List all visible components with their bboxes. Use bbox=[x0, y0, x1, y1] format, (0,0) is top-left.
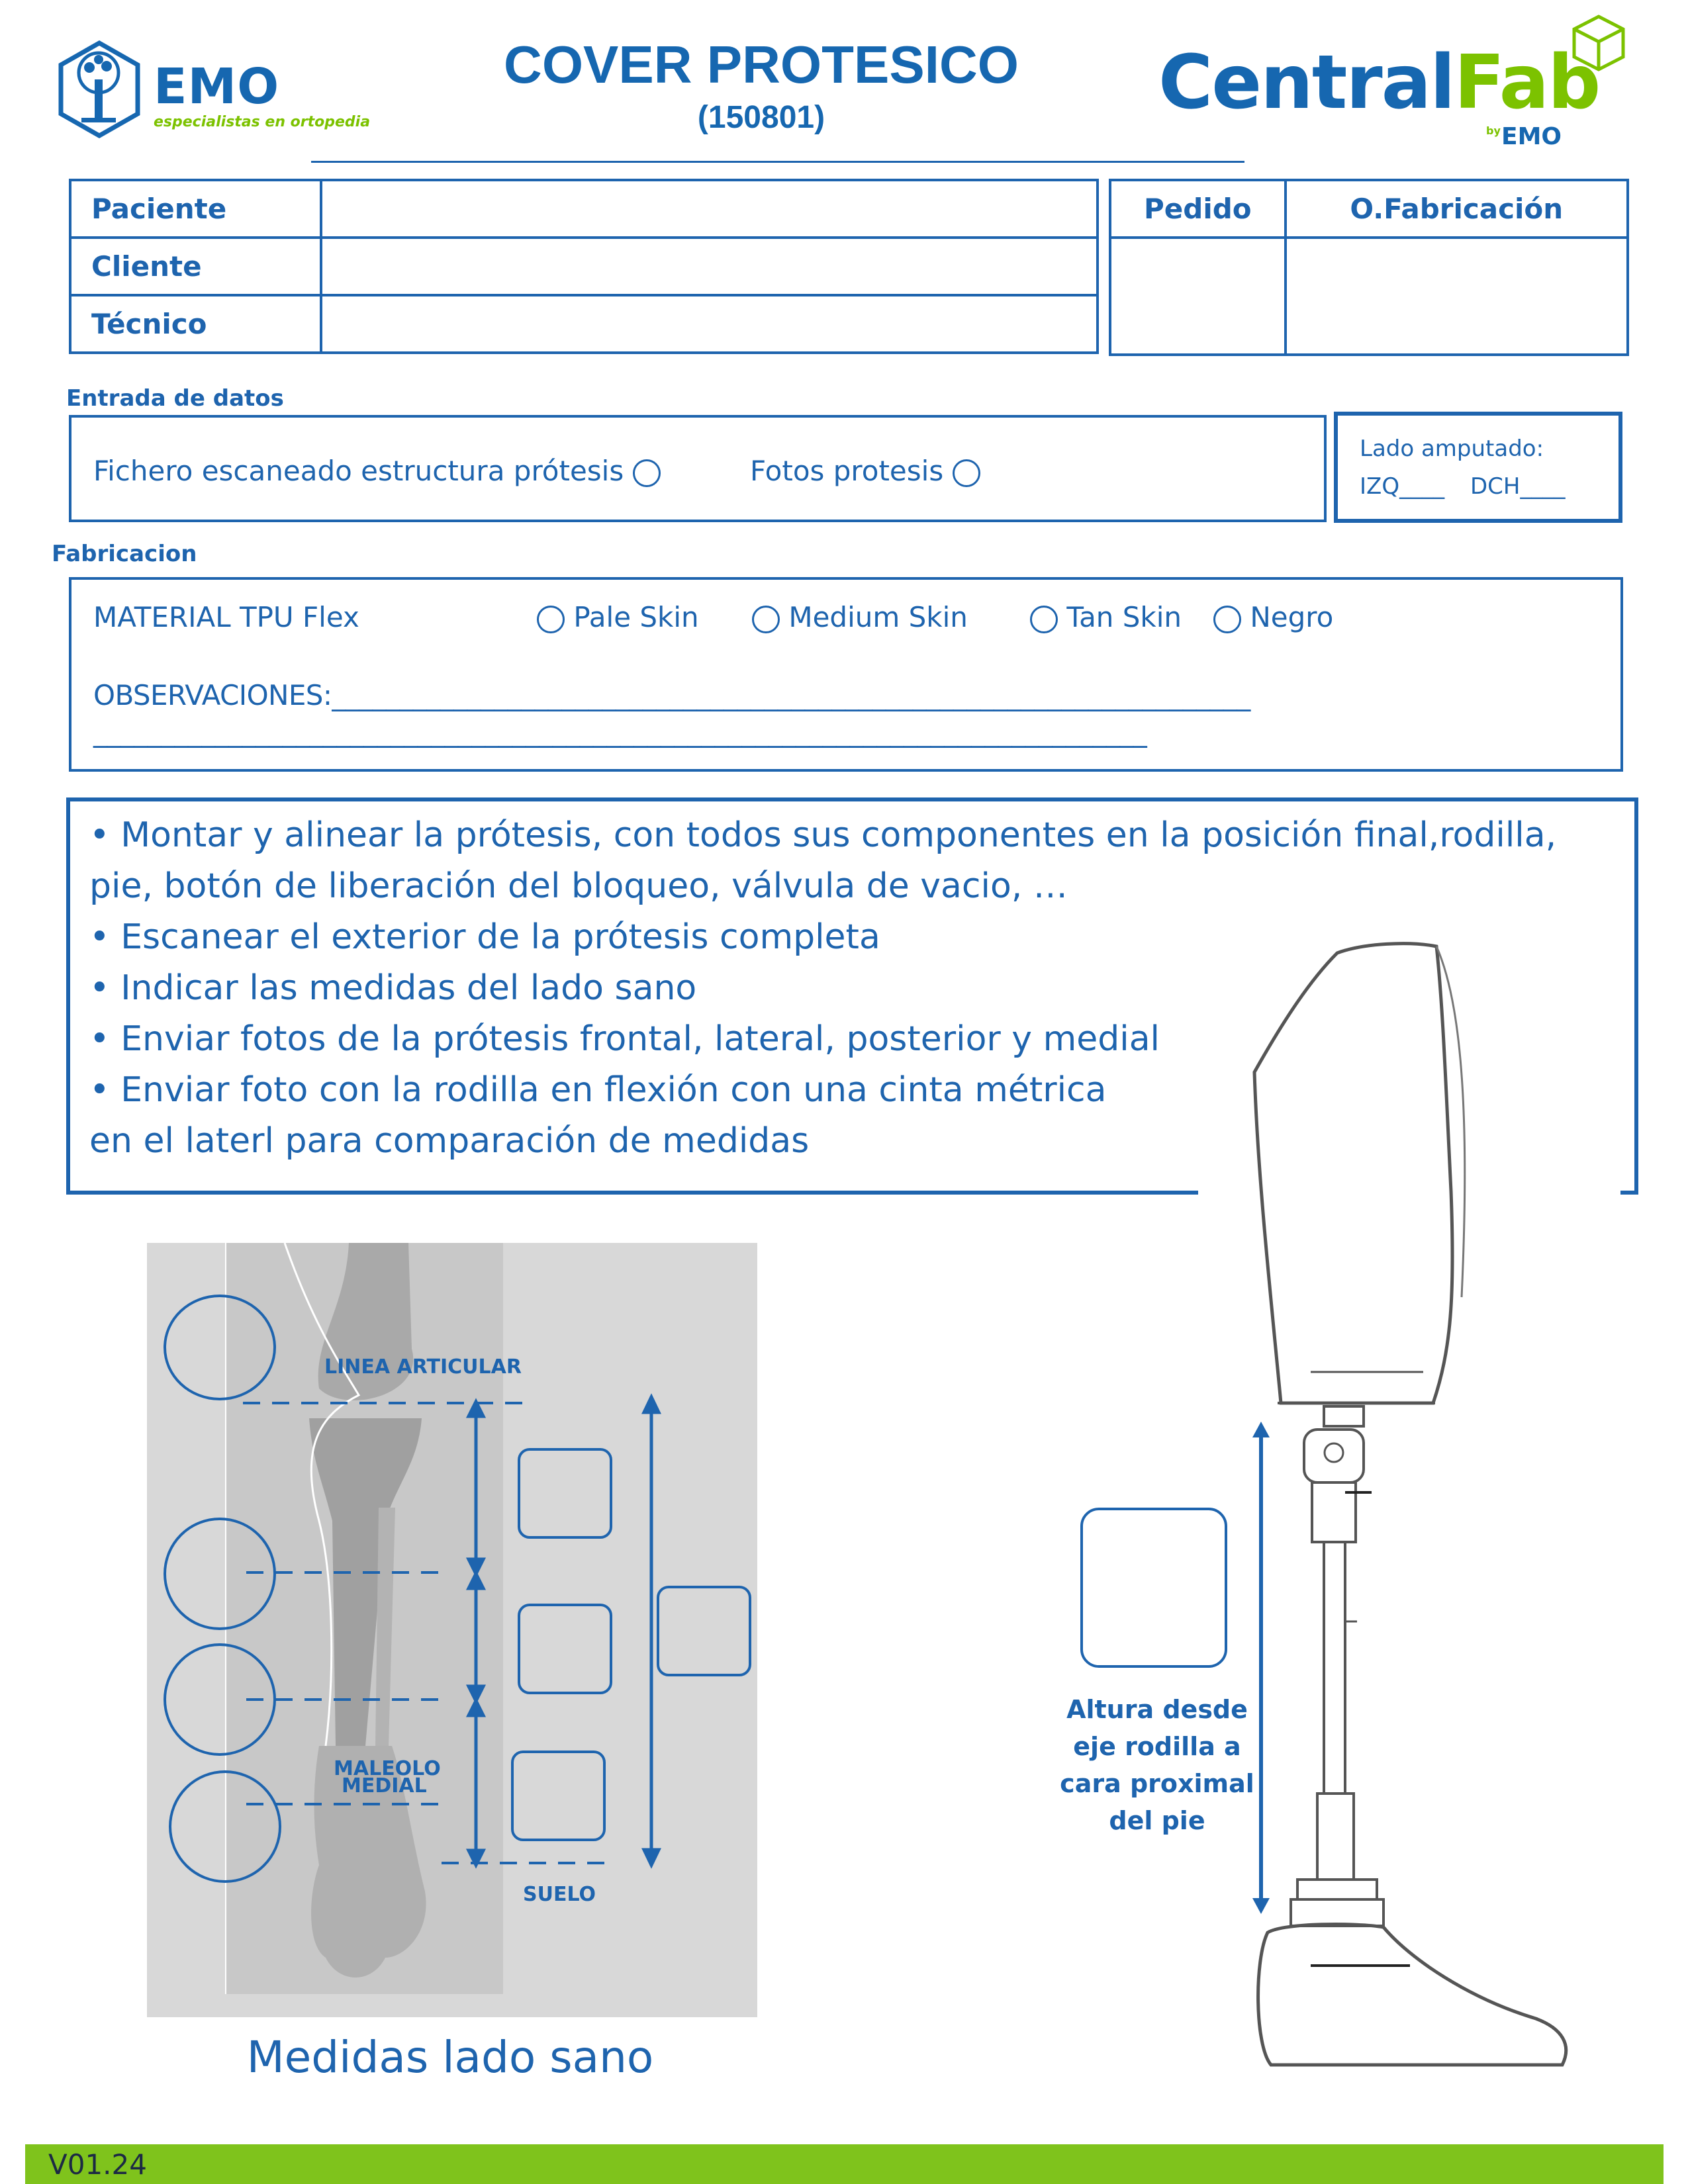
data-entry-label: Entrada de datos bbox=[66, 385, 284, 412]
knee-to-foot-line-2: eje rodilla a bbox=[1073, 1732, 1241, 1761]
centralfab-word-fab: Fab bbox=[1454, 40, 1600, 126]
option-negro[interactable] bbox=[1213, 601, 1333, 633]
title-underline bbox=[311, 161, 1244, 163]
emo-tree-logo-icon bbox=[56, 40, 142, 139]
centralfab-word-central: Central bbox=[1158, 40, 1454, 126]
photos-option-label: Fotos protesis bbox=[750, 455, 944, 487]
negro-label: Negro bbox=[1250, 601, 1334, 633]
maleolo-label-line-1: MALEOLO bbox=[334, 1757, 441, 1780]
data-entry-box bbox=[69, 415, 1327, 522]
pale-skin-label: Pale Skin bbox=[573, 601, 699, 633]
scan-radio[interactable] bbox=[633, 459, 661, 487]
knee-to-foot-line-3: cara proximal bbox=[1060, 1769, 1254, 1798]
negro-radio[interactable] bbox=[1213, 606, 1241, 633]
label-tecnico: Técnico bbox=[70, 295, 321, 353]
tan-skin-label: Tan Skin bbox=[1066, 601, 1182, 633]
centralfab-by: by bbox=[1486, 124, 1501, 137]
data-entry-option-scan bbox=[93, 455, 661, 487]
side-dch[interactable]: DCH____ bbox=[1470, 473, 1566, 500]
maleolo-label-line-2: MEDIAL bbox=[342, 1774, 427, 1797]
healthy-leg-diagram bbox=[147, 1243, 757, 2017]
observaciones-field[interactable]: OBSERVACIONES:____________________________________________________________________ bbox=[93, 679, 1250, 711]
amputated-side-box bbox=[1334, 412, 1622, 523]
emo-logo-tagline: especialistas en ortopedia bbox=[154, 114, 371, 130]
observaciones-line2[interactable]: ______________________________________________________________________________ bbox=[93, 715, 1147, 748]
medium-skin-label: Medium Skin bbox=[788, 601, 968, 633]
option-medium-skin[interactable] bbox=[752, 601, 968, 633]
knee-to-foot-height-input[interactable] bbox=[1080, 1508, 1227, 1668]
knee-to-foot-line-1: Altura desde bbox=[1066, 1695, 1248, 1724]
amputated-side-title: Lado amputado: bbox=[1360, 435, 1544, 462]
measure-box-1[interactable] bbox=[518, 1448, 612, 1539]
instruction-line-3: • Escanear el exterior de la prótesis completa bbox=[89, 917, 880, 957]
version-label: V01.24 bbox=[48, 2148, 147, 2181]
photos-radio[interactable] bbox=[953, 459, 980, 487]
centralfab-emo: EMO bbox=[1501, 123, 1562, 150]
label-paciente: Paciente bbox=[70, 180, 321, 238]
input-pedido[interactable] bbox=[1110, 238, 1286, 355]
input-paciente[interactable] bbox=[321, 180, 1098, 238]
label-pedido: Pedido bbox=[1110, 180, 1286, 238]
input-tecnico[interactable] bbox=[321, 295, 1098, 353]
measure-box-total[interactable] bbox=[657, 1586, 751, 1676]
patient-table bbox=[69, 179, 1099, 354]
label-fabricacion: O.Fabricación bbox=[1286, 180, 1628, 238]
instruction-line-6: • Enviar foto con la rodilla en flexión con una cinta métrica bbox=[89, 1070, 1107, 1110]
pale-skin-radio[interactable] bbox=[537, 606, 565, 633]
document-code: (150801) bbox=[697, 100, 825, 135]
option-pale-skin[interactable] bbox=[537, 601, 699, 633]
healthy-side-caption: Medidas lado sano bbox=[246, 2032, 654, 2083]
material-label: MATERIAL TPU Flex bbox=[93, 601, 359, 633]
order-table bbox=[1109, 179, 1629, 356]
tan-skin-radio[interactable] bbox=[1030, 606, 1058, 633]
data-entry-option-photos bbox=[750, 455, 980, 487]
fabrication-label: Fabricacion bbox=[52, 541, 197, 567]
suelo-label: SUELO bbox=[523, 1883, 596, 1906]
knee-to-foot-label bbox=[1058, 1691, 1256, 1839]
centralfab-logo bbox=[1158, 40, 1599, 126]
fabrication-box bbox=[69, 577, 1623, 772]
instruction-line-7: en el laterl para comparación de medidas bbox=[89, 1121, 810, 1161]
side-izq[interactable]: IZQ____ bbox=[1360, 473, 1445, 500]
measure-box-3[interactable] bbox=[511, 1751, 606, 1841]
cube-icon bbox=[1569, 13, 1628, 73]
footer-bar bbox=[25, 2144, 1664, 2184]
input-fabricacion[interactable] bbox=[1286, 238, 1628, 355]
linea-articular-label: LINEA ARTICULAR bbox=[324, 1355, 522, 1379]
input-cliente[interactable] bbox=[321, 238, 1098, 295]
instruction-line-1: • Montar y alinear la prótesis, con todos sus componentes en la posición final,rodilla, bbox=[89, 815, 1557, 855]
instruction-line-2: pie, botón de liberación del bloqueo, válvula de vacio, … bbox=[89, 866, 1068, 906]
knee-to-foot-line-4: del pie bbox=[1109, 1806, 1205, 1835]
page-title: COVER PROTESICO bbox=[504, 35, 1019, 94]
prosthesis-illustration bbox=[1192, 927, 1622, 2111]
scan-option-label: Fichero escaneado estructura prótesis bbox=[93, 455, 624, 487]
option-tan-skin[interactable] bbox=[1030, 601, 1182, 633]
emo-logo-name: EMO bbox=[154, 58, 280, 115]
instruction-line-4: • Indicar las medidas del lado sano bbox=[89, 968, 697, 1008]
label-cliente: Cliente bbox=[70, 238, 321, 295]
measure-box-2[interactable] bbox=[518, 1604, 612, 1694]
medium-skin-radio[interactable] bbox=[752, 606, 780, 633]
instruction-line-5: • Enviar fotos de la prótesis frontal, lateral, posterior y medial bbox=[89, 1019, 1160, 1059]
